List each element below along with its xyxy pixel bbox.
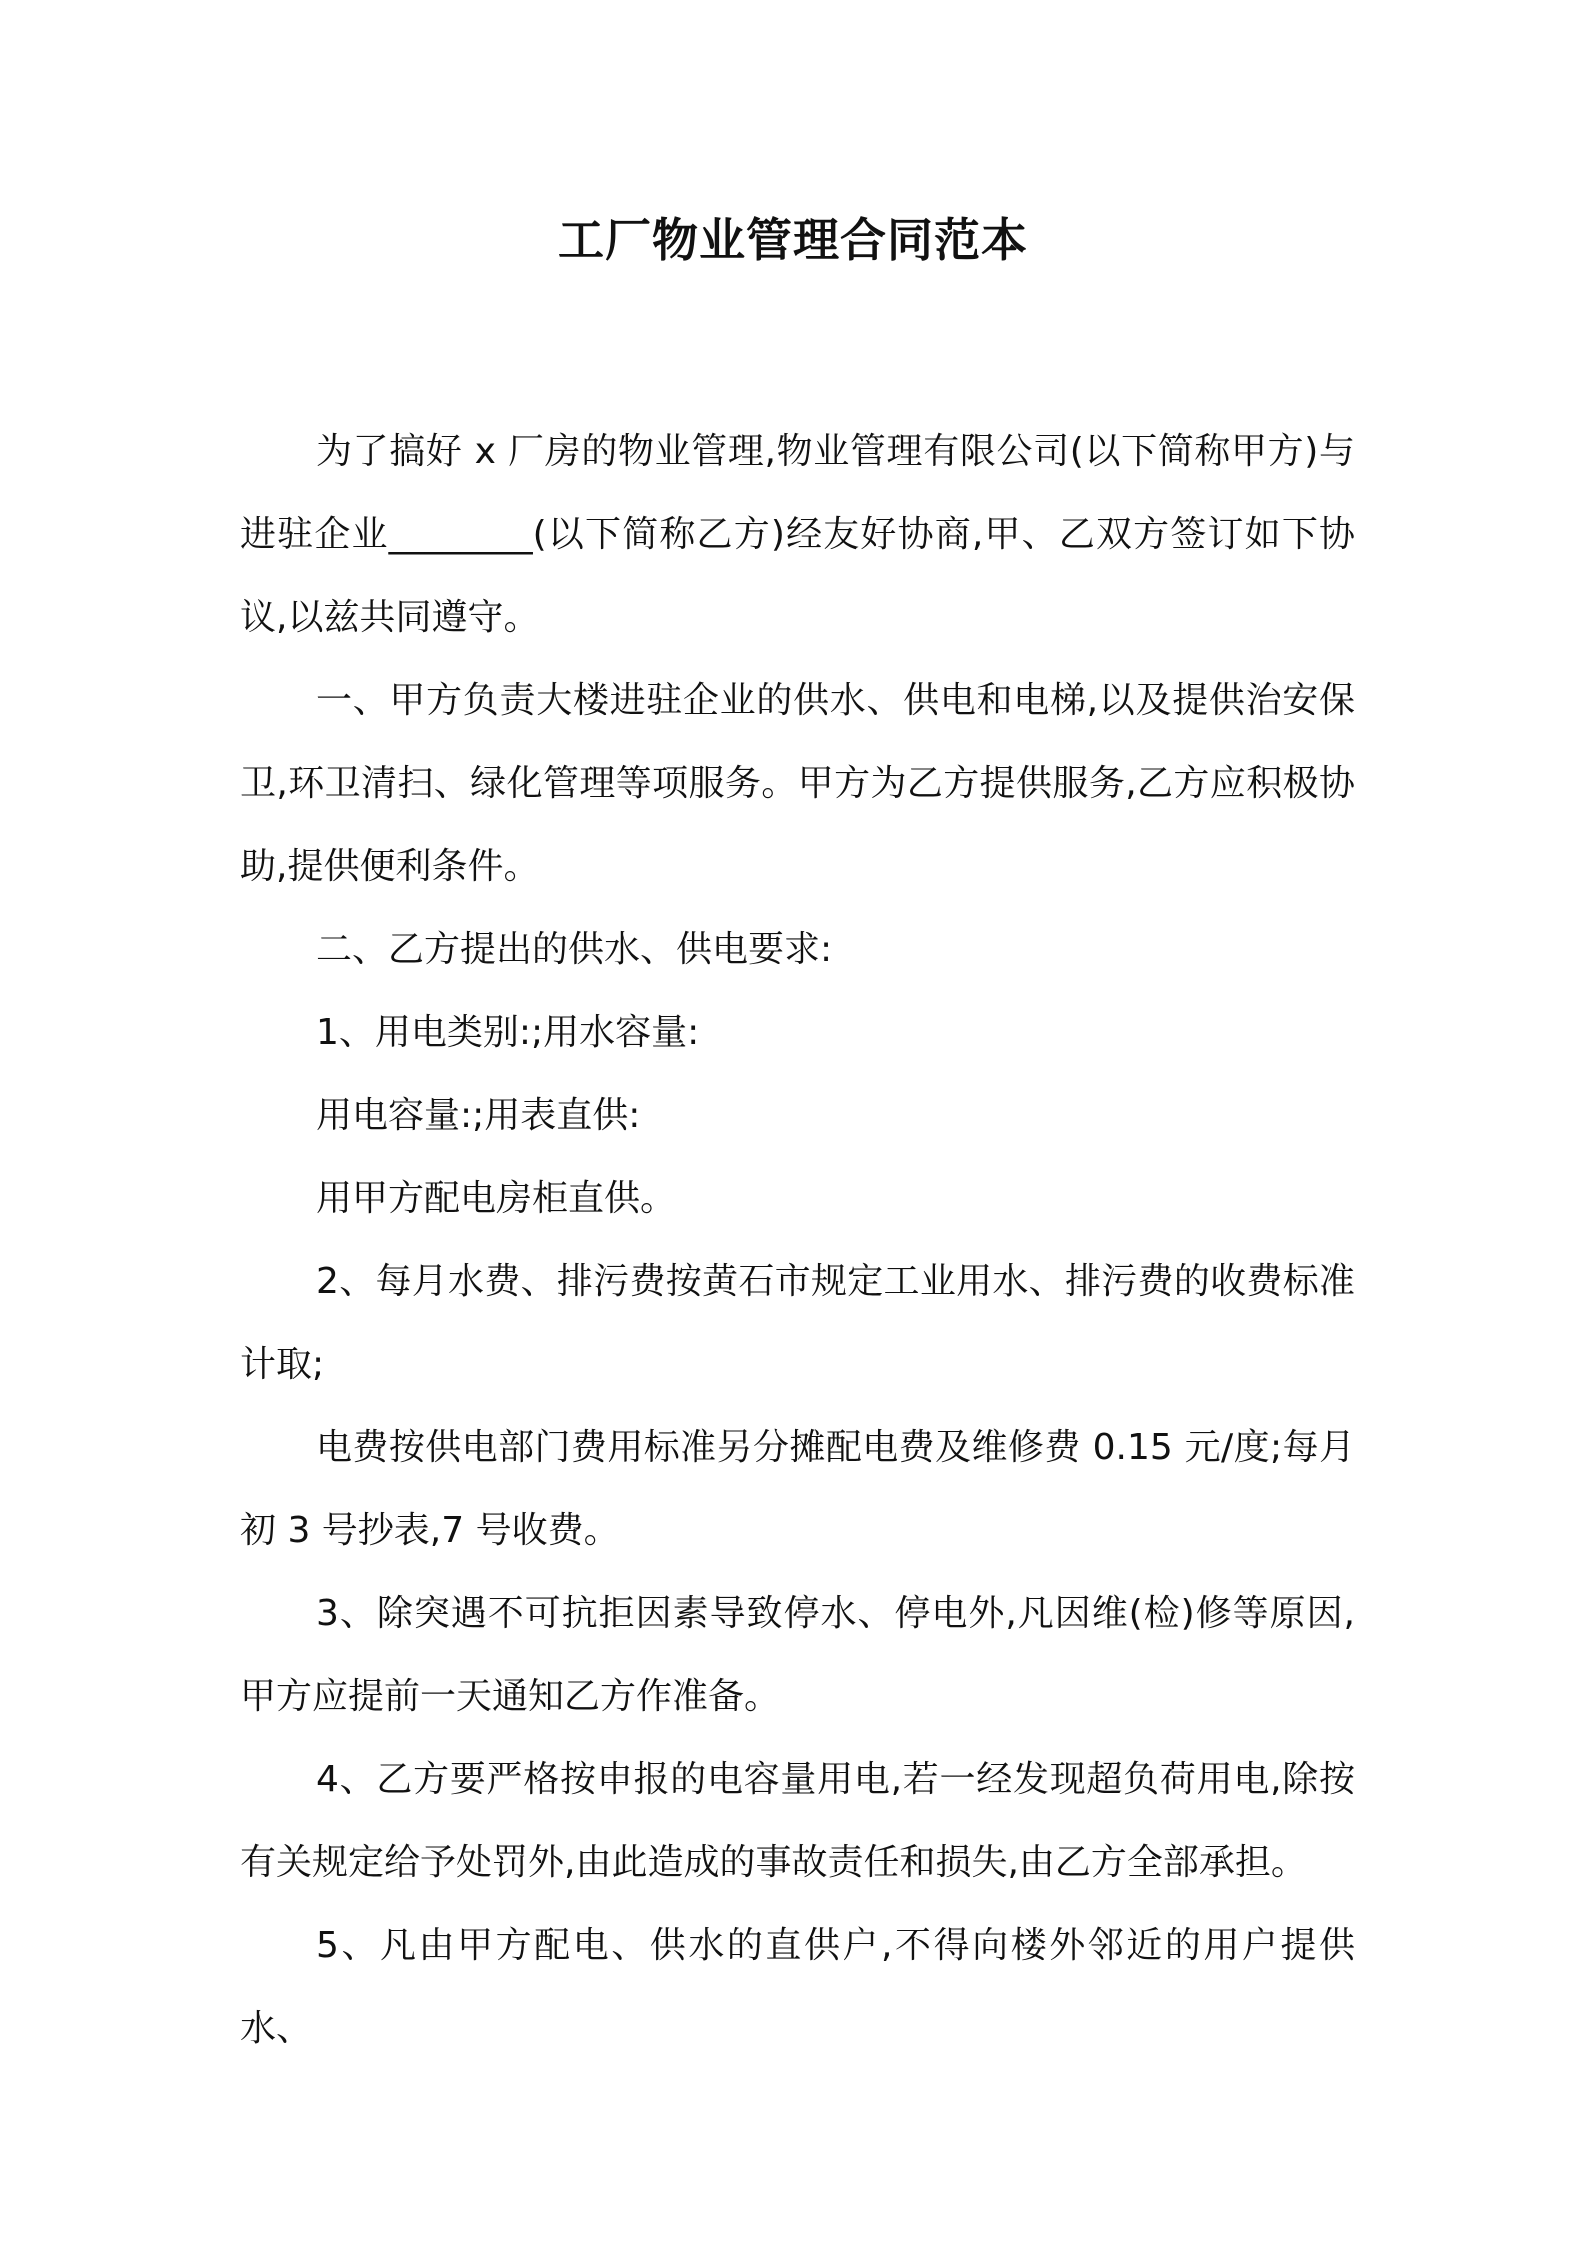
paragraph-clause-1: 一、甲方负责大楼进驻企业的供水、供电和电梯,以及提供治安保卫,环卫清扫、绿化管理等项服务。甲方为乙方提供服务,乙方应积极协助,提供便利条件。	[240, 680, 1355, 887]
paragraph-item-1: 1、用电类别:;用水容量:	[316, 1012, 700, 1053]
paragraph-clause-2: 二、乙方提出的供水、供电要求:	[316, 929, 833, 970]
paragraph-direct-supply: 用甲方配电房柜直供。	[316, 1178, 677, 1219]
paragraph-item-5: 5、凡由甲方配电、供水的直供户,不得向楼外邻近的用户提供水、	[240, 1925, 1355, 2049]
paragraph-electricity-fee: 电费按供电部门费用标准另分摊配电费及维修费 0.15 元/度;每月初 3 号抄表,7 号收费。	[240, 1427, 1355, 1551]
paragraph-power-capacity: 用电容量:;用表直供:	[316, 1095, 641, 1136]
paragraph-item-4: 4、乙方要严格按申报的电容量用电,若一经发现超负荷用电,除按有关规定给予处罚外,由此造成的事故责任和损失,由乙方全部承担。	[240, 1759, 1355, 1883]
paragraph-intro: 为了搞好 x 厂房的物业管理,物业管理有限公司(以下简称甲方)与进驻企业________(以下简称乙方)经友好协商,甲、乙双方签订如下协议,以兹共同遵守。	[240, 431, 1355, 638]
document-title: 工厂物业管理合同范本	[558, 213, 1028, 267]
document-body	[240, 410, 1355, 2070]
paragraph-item-2: 2、每月水费、排污费按黄石市规定工业用水、排污费的收费标准计取;	[240, 1261, 1355, 1385]
paragraph-item-3: 3、除突遇不可抗拒因素导致停水、停电外,凡因维(检)修等原因,甲方应提前一天通知乙方作准备。	[240, 1593, 1355, 1717]
